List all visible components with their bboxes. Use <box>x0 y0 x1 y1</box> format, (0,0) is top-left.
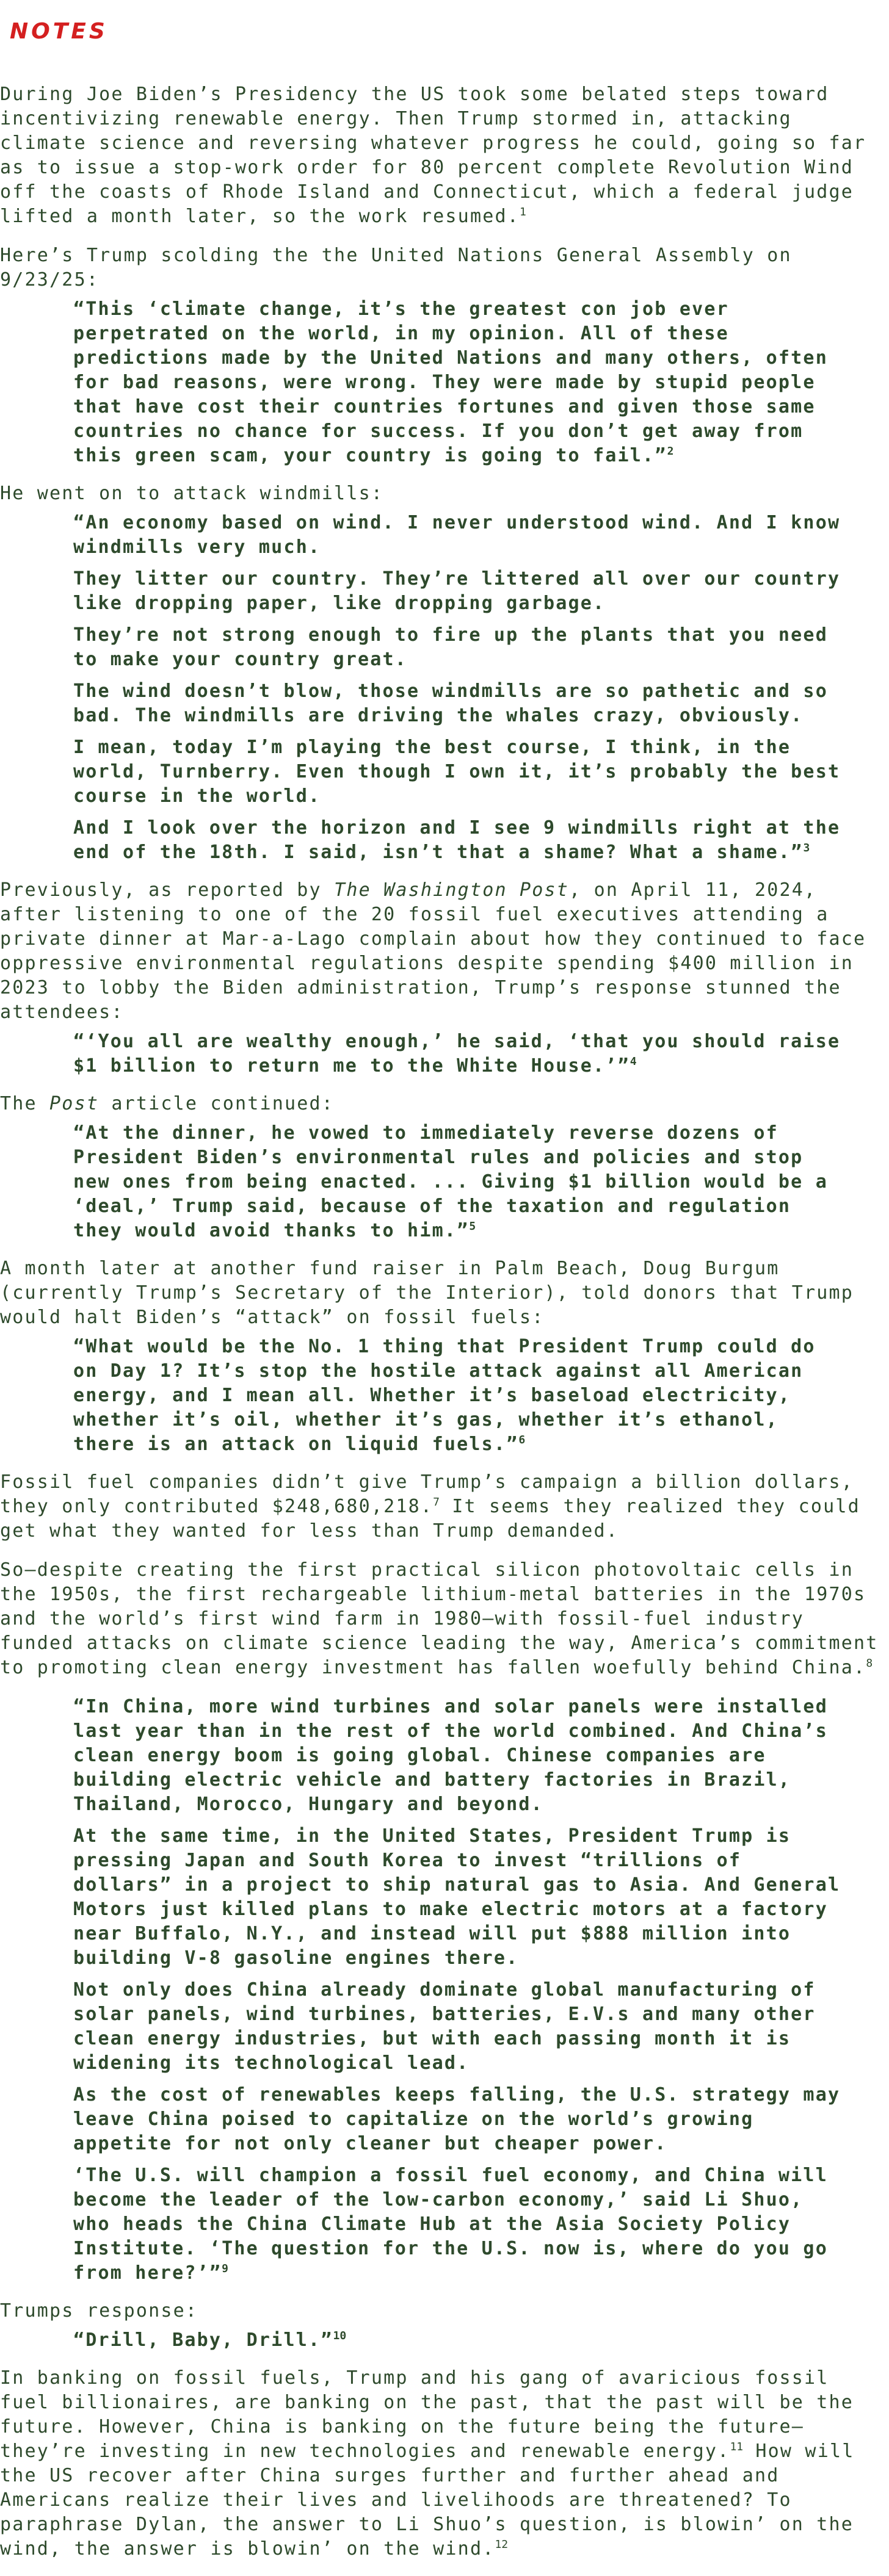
footnote-ref-7[interactable]: 7 <box>433 1496 440 1509</box>
quote-burgum: “What would be the No. 1 thing that President Trump could do on Day 1? It’s stop the hostile attack against all American energy, and I mean all. Whether it’s baseload electricity, whether it’s oil, whether it’s gas, whether it’s ethanol, there is an attack on liquid fuels.”$^6$ <box>73 1336 816 1455</box>
footnote-ref-1[interactable]: 1 <box>519 206 526 218</box>
paragraph-clean-energy-history: So—despite creating the first practical silicon photovoltaic cells in the 1950s, the first rechargeable lithium-metal batteries in the 1970s and the world’s first wind farm in 1980—with fossil-fuel industry funded attacks on climate science leading the way, America’s commitment to promoting clean energy investment has fallen woefully behind China.$^8$ <box>0 1559 879 1678</box>
paragraph-post-continued: The Post article continued: <box>0 1093 335 1114</box>
footnote-ref-8[interactable]: 8 <box>866 1657 873 1670</box>
footnote-ref-3[interactable]: 3 <box>803 842 810 854</box>
footnote-ref-10[interactable]: 10 <box>333 2329 347 2342</box>
source-washington-post: The Washington Post <box>334 879 570 901</box>
quote-dinner: “At the dinner, he vowed to immediately reverse dozens of President Biden’s environmental rules and policies and stop new ones from being enacted. ... Giving $1 billion would be a ‘deal,’ Trump said, because of the taxation and regulation they would avoid thanks to him.”$^5$ <box>73 1122 828 1241</box>
footnote-ref-11[interactable]: 11 <box>730 2441 744 2453</box>
page-title: NOTES <box>10 19 108 44</box>
footnote-ref-5[interactable]: 5 <box>469 1220 476 1233</box>
paragraph-un-assembly: Here’s Trump scolding the the United Nations General Assembly on 9/23/25: <box>0 245 792 290</box>
footnote-ref-6[interactable]: 6 <box>518 1434 526 1446</box>
quote-climate-change: “This ‘climate change, it’s the greatest con job ever perpetrated on the world, in my opinion. All of these predictions made by the United Nations and many others, often for bad reasons, were wrong. They were made by stupid people that have cost their countries fortunes and given those same countries no chance for success. If you don’t get away from this green scam, your country is going to fail.”$^2$ <box>73 298 828 466</box>
quote-china-clean-energy: “In China, more wind turbines and solar panels were installed last year than in the rest of the world combined. And China’s clean energy boom is going global. Chinese companies are building electric vehicle and battery factories in Brazil, Thailand, Morocco, Hungary and beyond. At the same time, in the United States, President Trump is pressing Japan and South Korea to invest “trillions of dollars” in a project to ship natural gas to Asia. And General Motors just killed plans to make electric motors at a factory near Buffalo, N.Y., and instead will put $888 million into building V-8 gasoline engines there. Not only does China already dominate global manufacturing of solar panels, wind turbines, batteries, E.V.s and many other clean energy industries, but with each passing month it is widening its technological lead. As the cost of renewables keeps falling, the U.S. strategy may leave China poised to capitalize on the world’s growing appetite for not only cleaner but cheaper power. ‘The U.S. will champion a fossil fuel economy, and China will become the leader of the low-carbon economy,’ said Li Shuo, who heads the China Climate Hub at the Asia Society Policy Institute. ‘The question for the U.S. now is, where do you go from here?’”$^9$ <box>73 1696 841 2284</box>
paragraph-windmills-intro: He went on to attack windmills: <box>0 483 384 504</box>
paragraph-contributions: Fossil fuel companies didn’t give Trump’s campaign a billion dollars, they only contributed $248,680,218.$^7$ It seems they realized they could get what they wanted for less than Trump demanded. <box>0 1471 860 1542</box>
quote-wealthy-enough: “‘You all are wealthy enough,’ he said, ‘that you should raise $1 billion to return me to the White House.’”$^4$ <box>73 1031 841 1077</box>
footnote-ref-4[interactable]: 4 <box>630 1055 637 1068</box>
quote-windmills: “An economy based on wind. I never understood wind. And I know windmills very much. They litter our country. They’re littered all over our country like dropping paper, like dropping garbage. They’re not strong enough to fire up the plants that you need to make your country great. The wind doesn’t blow, those windmills are so pathetic and so bad. The windmills are driving the whales crazy, obviously. I mean, today I’m playing the best course, I think, in the world, Turnberry. Even though I own it, it’s probably the best course in the world. And I look over the horizon and I see 9 windmills right at the end of the 18th. I said, isn’t that a shame? What a shame.”$^3$ <box>73 512 841 863</box>
notes-body <box>0 82 889 2576</box>
quote-drill-baby-drill: “Drill, Baby, Drill.”$^{10}$ <box>73 2329 347 2351</box>
footnote-ref-2[interactable]: 2 <box>667 445 674 458</box>
footnote-ref-9[interactable]: 9 <box>222 2262 228 2275</box>
paragraph-intro: During Joe Biden’s Presidency the US took some belated steps toward incentivizing renewable energy. Then Trump stormed in, attacking climate science and reversing whatever progress he could, going so far as to issue a stop-work order for 80 percent complete Revolution Wind off the coasts of Rhode Island and Connecticut, which a federal judge lifted a month later, so the work resumed.$^1$ <box>0 84 866 227</box>
paragraph-burgum: A month later at another fund raiser in Palm Beach, Doug Burgum (currently Trump’s Secretary of the Interior), told donors that Trump would halt Biden’s “attack” on fossil fuels: <box>0 1258 854 1328</box>
source-post: Post <box>49 1093 100 1114</box>
paragraph-mar-a-lago: Previously, as reported by The Washington Post, on April 11, 2024, after listening to one of the 20 fossil fuel executives attending a private dinner at Mar-a-Lago complain about how they continued to face oppressive environmental regulations despite spending $400 million in 2023 to lobby the Biden administration, Trump’s response stunned the attendees: <box>0 879 866 1023</box>
paragraph-conclusion: In banking on fossil fuels, Trump and his gang of avaricious fossil fuel billionaires, are banking on the past, that the past will be the future. However, China is banking on the future being the future—they’re investing in new technologies and renewable energy.$^{11}$ How will the US recover after China surges further and further ahead and Americans realize their lives and livelihoods are threatened? To paraphrase Dylan, the answer to Li Shuo’s question, is blowin’ on the wind, the answer is blowin’ on the wind.$^{12}$ <box>0 2367 855 2560</box>
footnote-ref-12[interactable]: 12 <box>495 2538 509 2551</box>
paragraph-trumps-response: Trumps response: <box>0 2300 198 2322</box>
